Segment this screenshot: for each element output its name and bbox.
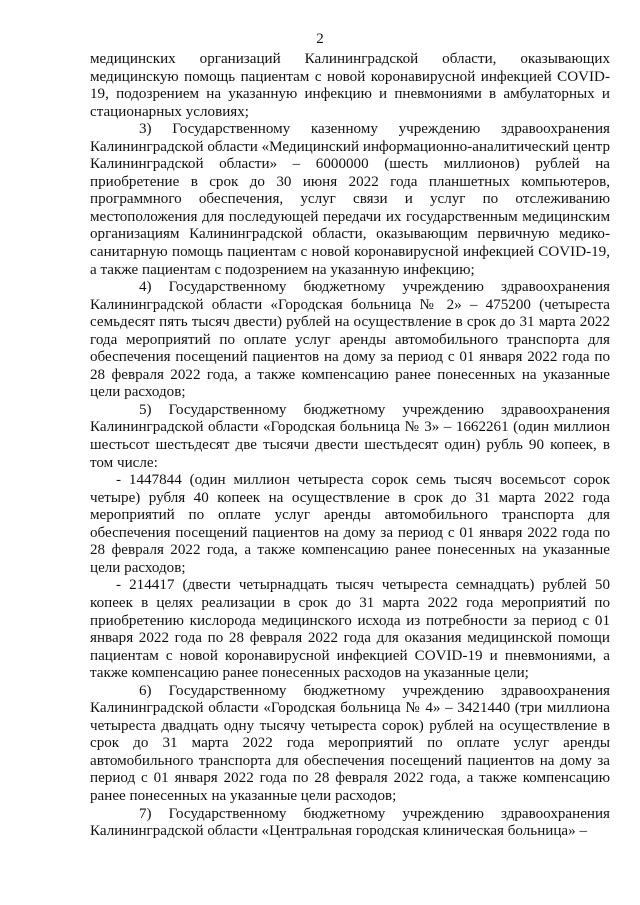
- paragraph-item-6: 6) Государственному бюджетному учреждению здравоохранения Калининградской области «Городская больница № 4» – 3421440 (три миллиона четыреста двадцать одну тысячу четыреста сорок) рублей на осуществление в срок до 31 марта 2022 года мероприятий по оплате услуг аренды автомобильного транспорта для обеспечения посещений пациентов на дому за период с 01 января 2022 года по 28 февраля 2022 года, а также компенсацию ранее понесенных на указанные цели расходов;: [90, 682, 610, 804]
- paragraph-item-5-subitem-1: - 1447844 (один миллион четыреста сорок семь тысяч восемьсот сорок четыре) рубля 40 копеек на осуществление в срок до 31 марта 2022 года мероприятий по оплате услуг аренды автомобильного транспорта для обеспечения посещений пациентов на дому за период с 01 января 2022 года по 28 февраля 2022 года, а также компенсацию ранее понесенных на указанные цели расходов;: [90, 472, 610, 576]
- paragraph-item-3: 3) Государственному казенному учреждению здравоохранения Калининградской области «Медицинский информационно-аналитический центр Калининградской области» – 6000000 (шесть миллионов) рублей на приобретение в срок до 30 июня 2022 года планшетных компьютеров, программного обеспечения, услуг связи и услуг по отслеживанию местоположения для последующей передачи их государственным медицинским организациям Калининградской области, оказывающим первичную медико-санитарную помощь пациентам с новой коронавирусной инфекцией COVID-19, а также пациентам с подозрением на указанную инфекцию;: [90, 121, 610, 278]
- paragraph-item-5: 5) Государственному бюджетному учреждению здравоохранения Калининградской области «Городская больница № 3» – 1662261 (один миллион шестьсот шестьдесят две тысячи двести шестьдесят один) рубль 90 копеек, в том числе:: [90, 401, 610, 471]
- paragraph-continuation: медицинских организаций Калининградской области, оказывающих медицинскую помощь пациентам с новой коронавирусной инфекцией COVID-19, подозрением на указанную инфекцию и пневмониями в амбулаторных и стационарных условиях;: [90, 51, 610, 120]
- paragraph-item-4: 4) Государственному бюджетному учреждению здравоохранения Калининградской области «Городская больница № 2» – 475200 (четыреста семьдесят пять тысяч двести) рублей на осуществление в срок до 31 марта 2022 года мероприятий по оплате услуг аренды автомобильного транспорта для обеспечения посещений пациентов на дому за период с 01 января 2022 года по 28 февраля 2022 года, а также компенсацию ранее понесенных на указанные цели расходов;: [90, 279, 610, 401]
- document-body: [90, 51, 610, 841]
- paragraph-item-5-subitem-2: - 214417 (двести четырнадцать тысяч четыреста семнадцать) рублей 50 копеек в целях реализации в срок до 31 марта 2022 года мероприятий по приобретению кислорода медицинского исхода из потребности за период с 01 января 2022 года по 28 февраля 2022 года для оказания медицинской помощи пациентам с новой коронавирусной инфекцией COVID-19 и пневмониями, а также компенсацию ранее понесенных расходов на указанные цели;: [90, 577, 610, 682]
- page-number: 2: [316, 31, 324, 47]
- paragraph-item-7: 7) Государственному бюджетному учреждению здравоохранения Калининградской области «Центральная городская клиническая больница» –: [90, 805, 610, 840]
